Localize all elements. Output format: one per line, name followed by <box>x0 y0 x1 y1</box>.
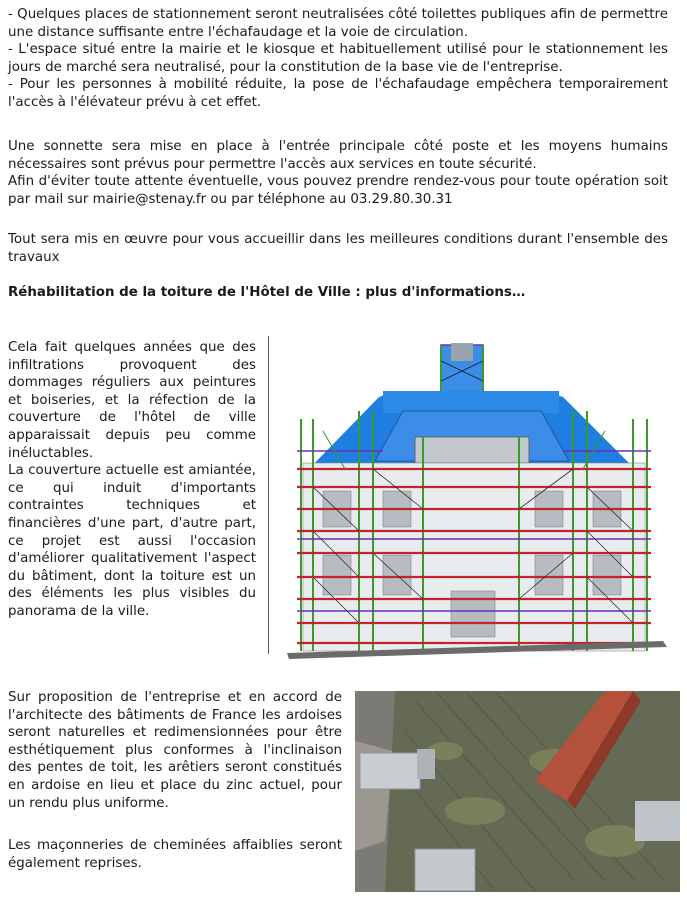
chimney-paragraph: Les maçonneries de cheminées affaiblies seront également reprises. <box>8 838 342 871</box>
scaffolding-elevation-drawing <box>283 341 667 659</box>
bullet-market-space: - L'espace situé entre la mairie et le kiosque et habituellement utilisé pour le stationnement les jours de marché sera neutralisé, pour la constitution de la base vie de l'entreprise. <box>8 42 668 75</box>
bullet-accessibility: - Pour les personnes à mobilité réduite, la pose de l'échafaudage empêchera temporairement l'accès à l'élévateur prévu à cet effet. <box>8 77 668 110</box>
intro-bullets <box>8 6 668 112</box>
closing-text: Tout sera mis en œuvre pour vous accueillir dans les meilleures conditions durant l'ensemble des travaux <box>8 232 668 265</box>
infiltration-paragraph: Cela fait quelques années que des infiltrations provoquent des dommages réguliers aux peintures et boiseries, et la réfection de la couverture de l'hôtel de ville apparaissait depuis peu comme inéluctables. <box>8 340 256 461</box>
appointment-paragraph: Afin d'éviter toute attente éventuelle, vous pouvez prendre rendez-vous pour toute opération soit par mail sur mairie@stenay.fr ou par téléphone au 03.29.80.30.31 <box>8 174 668 207</box>
column-divider <box>268 336 269 654</box>
roof-slate-photo <box>355 691 680 892</box>
asbestos-paragraph: La couverture actuelle est amiantée, ce qui induit d'importants contraintes techniques et financières d'une part, d'autre part, ce projet est aussi l'occasion d'améliorer qualitativement l'aspect du bâtiment, dont la toiture est un des éléments les plus visibles du panorama de la ville. <box>8 463 256 619</box>
contact-info <box>8 138 668 208</box>
section-heading-text: Réhabilitation de la toiture de l'Hôtel de Ville : plus d'informations… <box>8 285 526 300</box>
doorbell-paragraph: Une sonnette sera mise en place à l'entrée principale côté poste et les moyens humains nécessaires sont prévus pour permettre l'accès aux services en toute sécurité. <box>8 139 668 172</box>
chimney-paragraph-block <box>8 837 342 872</box>
slate-proposal-paragraph: Sur proposition de l'entreprise et en accord de l'architecte des bâtiments de France les ardoises seront naturelles et redimensionnées pour être esthétiquement plus conformes à l'inclinaison des pentes de toit, les arêtiers seront constitués en ardoise en lieu et place du zinc actuel, pour un rendu plus uniforme. <box>8 690 342 811</box>
roof-context-column <box>8 339 256 621</box>
bullet-parking: - Quelques places de stationnement seront neutralisées côté toilettes publiques afin de permettre une distance suffisante entre l'échafaudage et la voie de circulation. <box>8 7 668 40</box>
closing-paragraph <box>8 231 668 266</box>
slate-proposal-paragraph-block <box>8 689 342 812</box>
section-heading <box>8 284 668 302</box>
